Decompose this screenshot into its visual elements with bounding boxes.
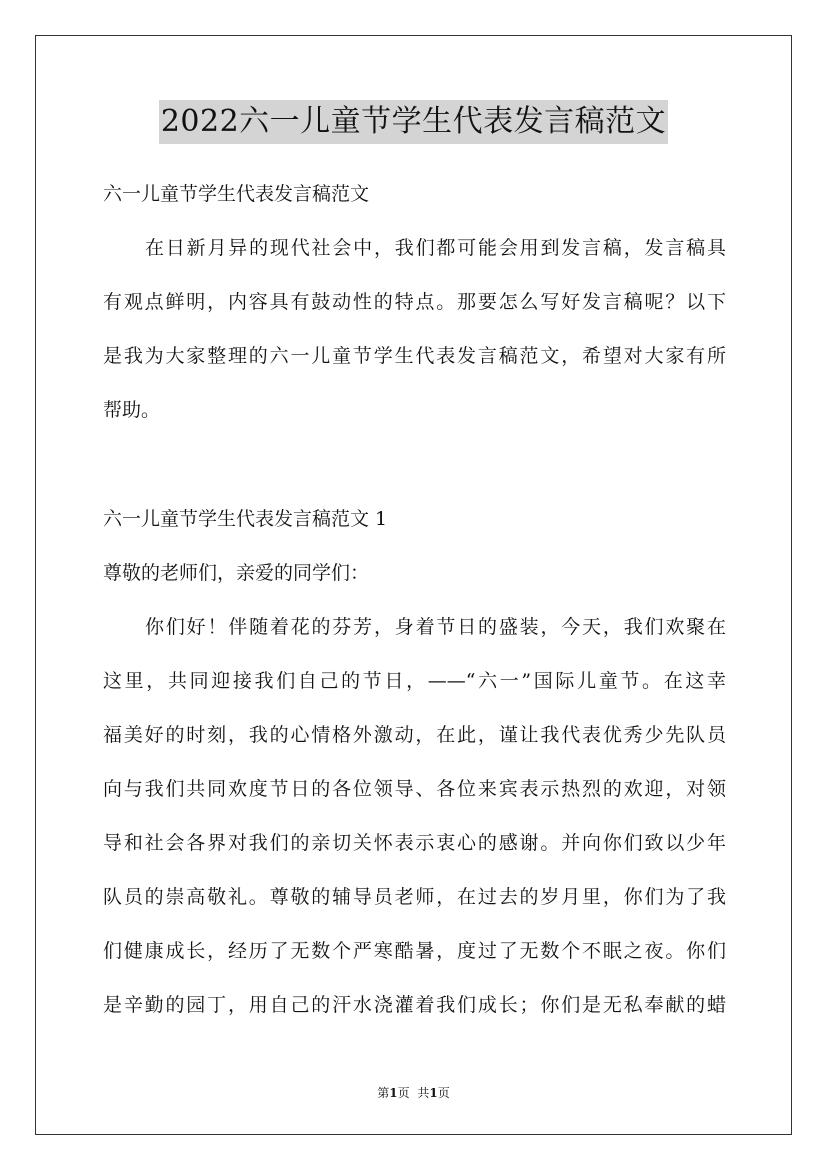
salutation: 尊敬的老师们，亲爱的同学们： [103, 562, 370, 584]
intro-line-2: 有观点鲜明，内容具有鼓动性的特点。那要怎么写好发言稿呢？以下 [103, 291, 726, 313]
intro-line-1: 在日新月异的现代社会中，我们都可能会用到发言稿，发言稿具 [145, 237, 726, 259]
document-subtitle: 六一儿童节学生代表发言稿范文 [103, 183, 370, 205]
footer-page-prefix: 第 [377, 1086, 390, 1100]
body-line-1: 你们好！伴随着花的芬芳，身着节日的盛装，今天，我们欢聚在 [145, 616, 726, 638]
body-line-6: 队员的崇高敬礼。尊敬的辅导员老师，在过去的岁月里，你们为了我 [103, 886, 726, 908]
footer-page-number: 1 [389, 1086, 398, 1100]
section-heading: 六一儿童节学生代表发言稿范文 1 [103, 508, 388, 530]
document-title: 2022六一儿童节学生代表发言稿范文 [159, 100, 668, 144]
document-title-wrapper [0, 100, 827, 144]
footer-page-suffix: 页 [397, 1086, 410, 1100]
footer-total-prefix: 共 [417, 1086, 430, 1100]
page-footer [0, 1085, 827, 1101]
body-line-5: 导和社会各界对我们的亲切关怀表示衷心的感谢。并向你们致以少年 [103, 832, 726, 854]
body-line-8: 是辛勤的园丁，用自己的汗水浇灌着我们成长；你们是无私奉献的蜡 [103, 994, 726, 1016]
body-line-3: 福美好的时刻，我的心情格外激动，在此，谨让我代表优秀少先队员 [103, 724, 726, 746]
footer-total-number: 1 [429, 1086, 438, 1100]
body-line-7: 们健康成长，经历了无数个严寒酷暑，度过了无数个不眠之夜。你们 [103, 940, 726, 962]
intro-line-3: 是我为大家整理的六一儿童节学生代表发言稿范文，希望对大家有所 [103, 345, 726, 367]
body-line-4: 向与我们共同欢度节日的各位领导、各位来宾表示热烈的欢迎，对领 [103, 778, 726, 800]
intro-line-4: 帮助。 [103, 399, 161, 421]
body-line-2: 这里，共同迎接我们自己的节日，——“六一”国际儿童节。在这幸 [103, 670, 726, 692]
footer-total-suffix: 页 [437, 1086, 450, 1100]
